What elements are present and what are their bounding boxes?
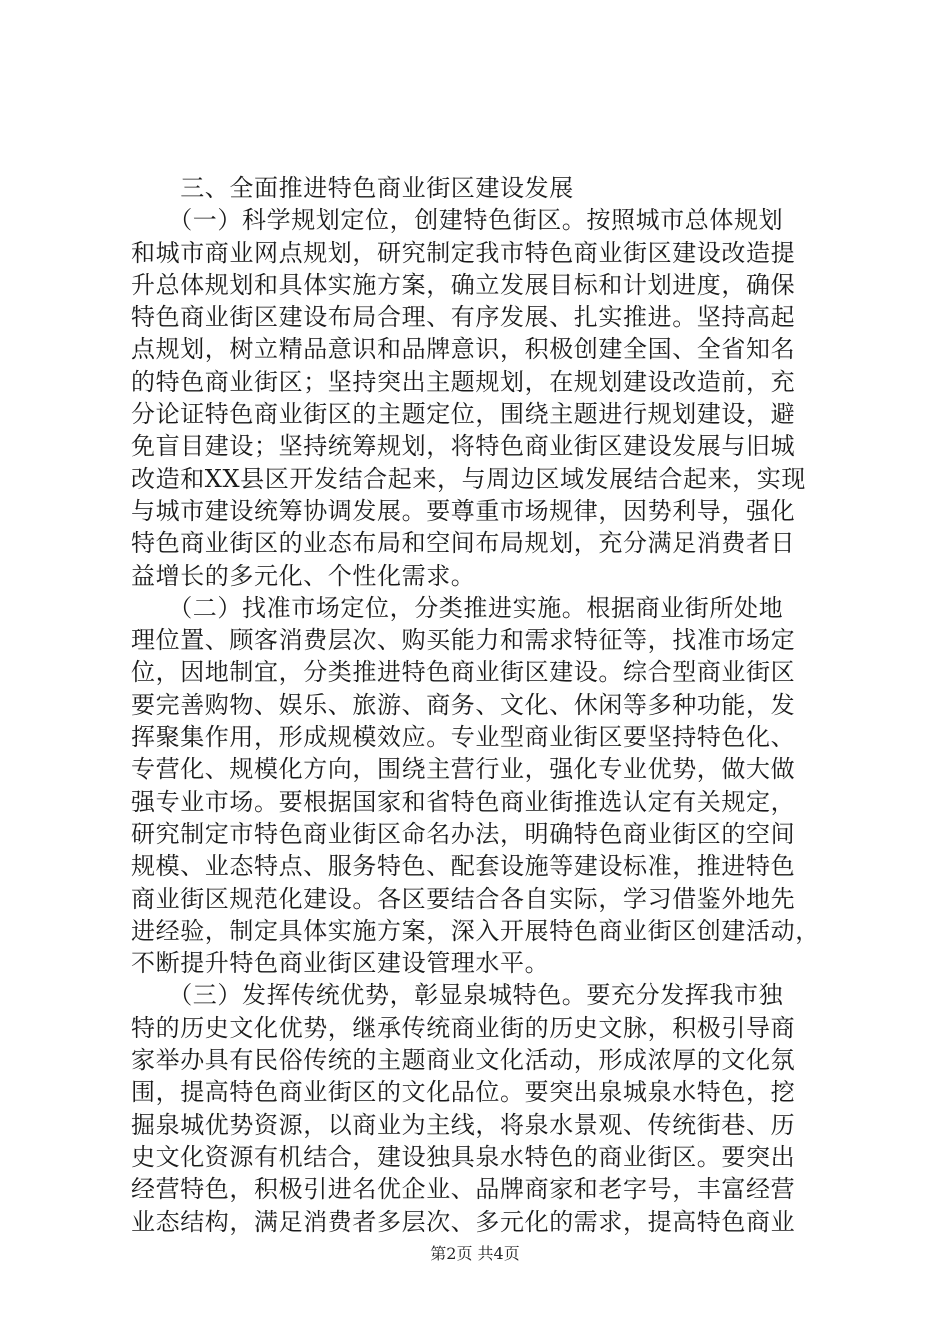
text-line: 特色商业街区的业态布局和空间布局规划，充分满足消费者日 — [131, 529, 796, 558]
text-line: 理位置、顾客消费层次、购买能力和需求特征等，找准市场定 — [131, 626, 796, 655]
text-line: 与城市建设统筹协调发展。要尊重市场规律，因势利导，强化 — [131, 496, 796, 525]
document-body — [131, 172, 851, 1238]
text-line: （一）科学规划定位，创建特色街区。按照城市总体规划 — [131, 206, 784, 235]
text-line: 围，提高特色商业街区的文化品位。要突出泉城泉水特色，挖 — [131, 1078, 796, 1107]
text-line: 特的历史文化优势，继承传统商业街的历史文脉，积极引导商 — [131, 1013, 796, 1042]
text-line: 业态结构，满足消费者多层次、多元化的需求，提高特色商业 — [131, 1207, 796, 1236]
text-line: 规模、业态特点、服务特色、配套设施等建设标准，推进特色 — [131, 852, 796, 881]
text-line: 家举办具有民俗传统的主题商业文化活动，形成浓厚的文化氛 — [131, 1046, 796, 1075]
text-line: 改造和XX县区开发结合起来，与周边区域发展结合起来，实现 — [131, 464, 806, 493]
text-line: 位，因地制宜，分类推进特色商业街区建设。综合型商业街区 — [131, 658, 796, 687]
page-number: 第2页 共4页 — [430, 1244, 520, 1263]
text-line: 要完善购物、娱乐、旅游、商务、文化、休闲等多种功能，发 — [131, 690, 796, 719]
text-line: 益增长的多元化、个性化需求。 — [131, 561, 476, 590]
text-line: 的特色商业街区；坚持突出主题规划，在规划建设改造前，充 — [131, 367, 796, 396]
text-line: （二）找准市场定位，分类推进实施。根据商业街所处地 — [131, 593, 784, 622]
text-line: 点规划，树立精品意识和品牌意识，积极创建全国、全省知名 — [131, 335, 796, 364]
text-line: 挥聚集作用，形成规模效应。专业型商业街区要坚持特色化、 — [131, 723, 796, 752]
text-line: 专营化、规模化方向，围绕主营行业，强化专业优势，做大做 — [131, 755, 796, 784]
text-line: 和城市商业网点规划，研究制定我市特色商业街区建设改造提 — [131, 238, 796, 267]
text-line: 经营特色，积极引进名优企业、品牌商家和老字号，丰富经营 — [131, 1175, 796, 1204]
text-line: 强专业市场。要根据国家和省特色商业街推选认定有关规定， — [131, 787, 796, 816]
text-line: 研究制定市特色商业街区命名办法，明确特色商业街区的空间 — [131, 819, 796, 848]
text-line: 特色商业街区建设布局合理、有序发展、扎实推进。坚持高起 — [131, 303, 796, 332]
text-line: 不断提升特色商业街区建设管理水平。 — [131, 949, 550, 978]
text-line: 掘泉城优势资源，以商业为主线，将泉水景观、传统街巷、历 — [131, 1110, 796, 1139]
text-line: 分论证特色商业街区的主题定位，围绕主题进行规划建设，避 — [131, 400, 796, 429]
text-line: （三）发挥传统优势，彰显泉城特色。要充分发挥我市独 — [131, 981, 784, 1010]
text-line: 进经验，制定具体实施方案，深入开展特色商业街区创建活动， — [131, 916, 820, 945]
text-line: 免盲目建设；坚持统筹规划，将特色商业街区建设发展与旧城 — [131, 432, 796, 461]
text-line: 商业街区规范化建设。各区要结合各自实际，学习借鉴外地先 — [131, 884, 796, 913]
text-line: 史文化资源有机结合，建设独具泉水特色的商业街区。要突出 — [131, 1142, 796, 1171]
text-line: 升总体规划和具体实施方案，确立发展目标和计划进度，确保 — [131, 270, 796, 299]
section-heading: 三、全面推进特色商业街区建设发展 — [131, 174, 574, 202]
